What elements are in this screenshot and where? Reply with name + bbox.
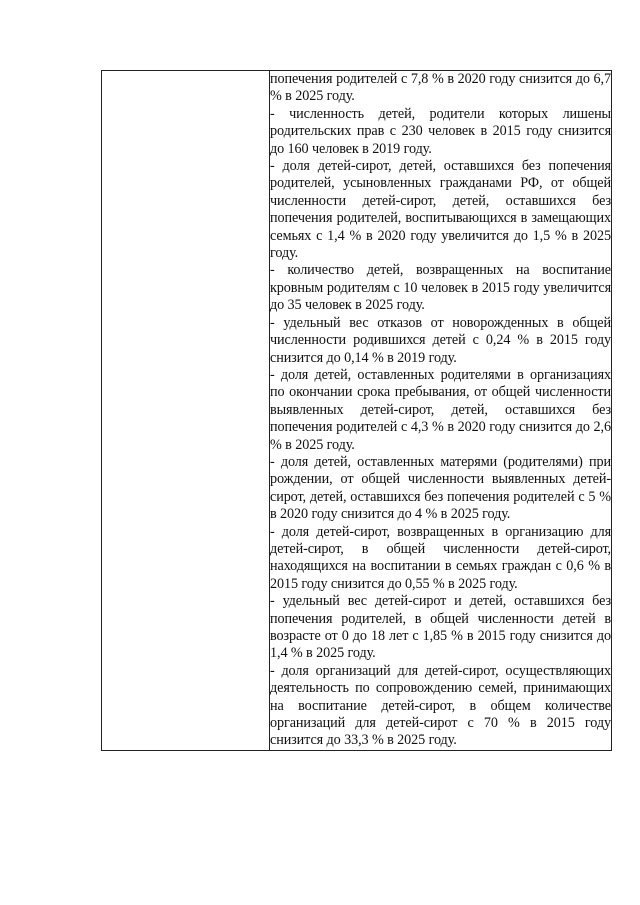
indicator-paragraph: - доля детей-сирот, возвращенных в организацию для детей-сирот, в общей численности детей-сирот, находящихся на воспитании в семьях граждан с 0,6 % в 2015 году снизится до 0,55 % в 2025 году. (270, 523, 611, 592)
indicator-paragraph: - доля организаций для детей-сирот, осуществляющих деятельность по сопровождению семей, принимающих на воспитание детей-сирот, в общем количестве организаций для детей-сирот с 70 % в 2015 году снизится до 33,3 % в 2025 году. (270, 662, 611, 749)
indicator-paragraph: - доля детей-сирот, детей, оставшихся без попечения родителей, усыновленных гражданами РФ, от общей численности детей-сирот, детей, оставшихся без попечения родителей, воспитывающихся в замещающих семьях с 1,4 % в 2020 году увеличится до 1,5 % в 2025 году. (270, 158, 611, 262)
document-table (101, 70, 612, 751)
indicator-paragraph: попечения родителей с 7,8 % в 2020 году снизится до 6,7 % в 2025 году. (270, 71, 611, 105)
indicator-paragraph: - количество детей, возвращенных на воспитание кровным родителям с 10 человек в 2015 году увеличится до 35 человек в 2025 году. (270, 262, 611, 314)
indicator-paragraph: - численность детей, родители которых лишены родительских прав с 230 человек в 2015 году снизится до 160 человек в 2019 году. (270, 105, 611, 157)
table-row (102, 71, 612, 751)
table-cell-empty (102, 71, 270, 751)
indicator-paragraph: - доля детей, оставленных матерями (родителями) при рождении, от общей численности выявленных детей-сирот, детей, оставшихся без попечения родителей с 5 % в 2020 году снизится до 4 % в 2025 году. (270, 453, 611, 523)
indicator-paragraph: - удельный вес отказов от новорожденных в общей численности родившихся детей с 0,24 % в 2015 году снизится до 0,14 % в 2019 году. (270, 314, 611, 366)
indicator-paragraph: - доля детей, оставленных родителями в организациях по окончании срока пребывания, от общей численности выявленных детей-сирот, детей, оставшихся без попечения родителей с 4,3 % в 2020 году снизится до 2,6 % в 2025 году. (270, 366, 611, 453)
table-cell-indicators (270, 71, 612, 751)
indicator-paragraph: - удельный вес детей-сирот и детей, оставшихся без попечения родителей, в общей численности детей в возрасте от 0 до 18 лет с 1,85 % в 2015 году снизится до 1,4 % в 2025 году. (270, 593, 611, 662)
